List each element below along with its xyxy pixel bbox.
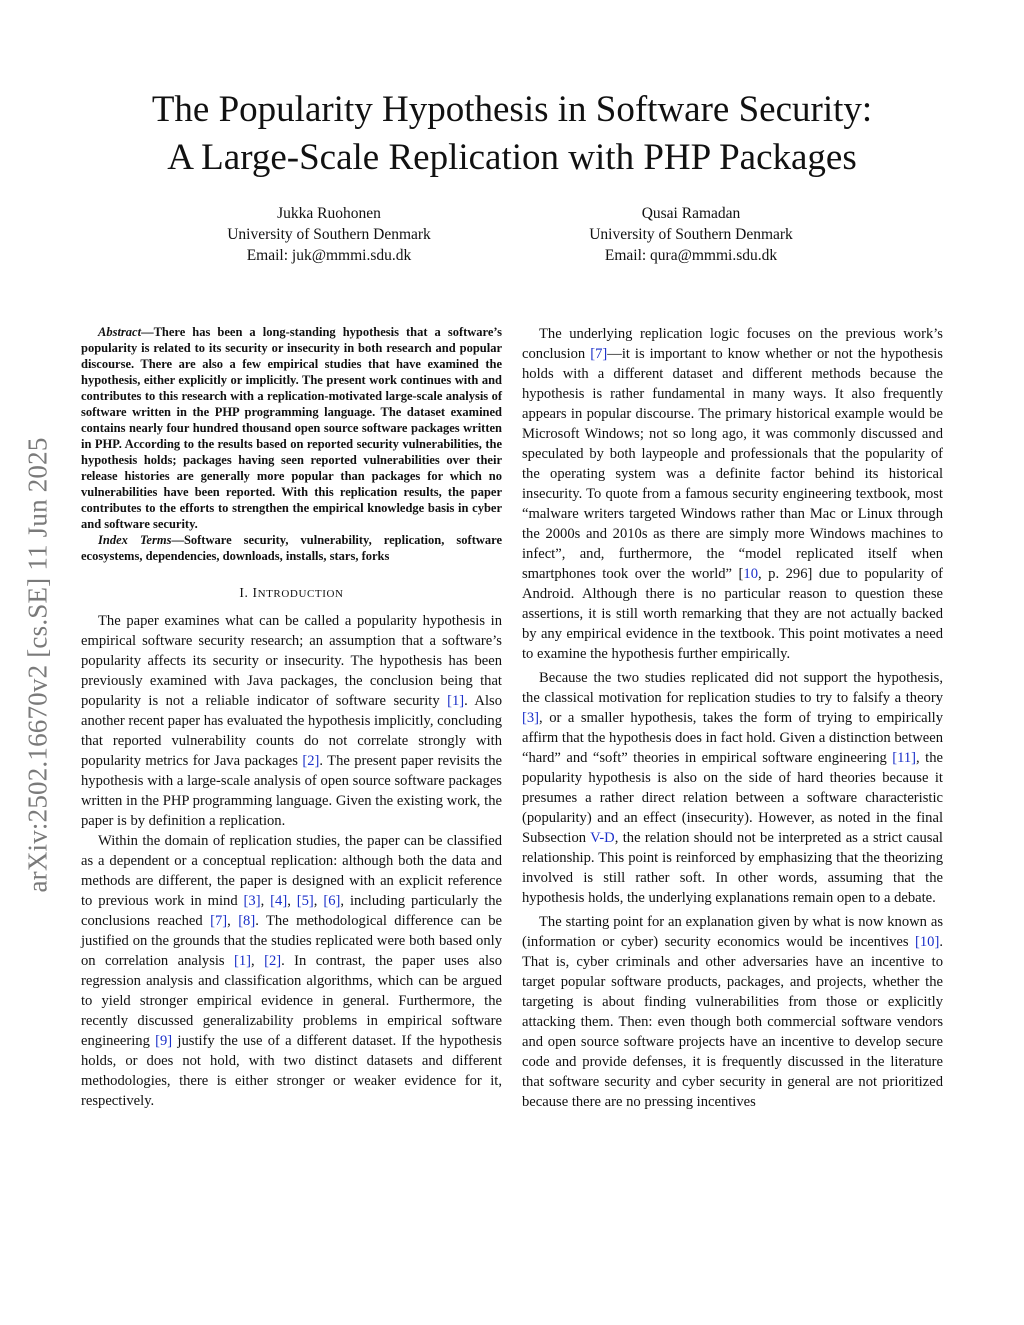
abstract-text: —There has been a long-standing hypothesis that a software’s popularity is related to its security or insecurity in both research and popular discourse. There are also a few empirical studies that have examined the hypothesis, either explicitly or implicitly. The present work continues with and contributes to this research with a replication-motivated large-scale analysis of software written in the PHP programming language. The dataset examined contains nearly four hundred thousand open source software packages written in PHP. According to the results based on reported security vulnerabilities, the hypothesis holds; packages having seen reported vulnerabilities over their release histories are generally more popular than packages for which no vulnerabilities have been reported. With this replication results, the paper contributes to the efforts to strengthen the empirical knowledge basis in cyber and software security. [81,325,502,531]
citation-link[interactable]: [7] [590,346,608,362]
intro-paragraph-4: Because the two studies replicated did not support the hypothesis, the classical motivation for replication studies to try to falsify a theory [3], or a smaller hypothesis, takes the form of trying to empirically affirm that the hypothesis does in fact hold. Given a distinction between “hard” and “soft” theories in empirical software engineering [11], the popularity hypothesis is also on the side of hard theories because it presumes a rather direct relation between a software characteristic (popularity) and an effect (insecurity). However, as noted in the final Subsection V-D, the relation should not be interpreted as a strict causal relationship. This point is reinforced by emphasizing that the theorizing involved is still rather soft. In other words, assuming that the hypothesis holds, the underlying explanations remain open to a debate. [522,670,943,906]
citation-link[interactable]: [2] [302,753,320,769]
citation-link[interactable]: [1] [447,693,465,709]
index-terms-label: Index Terms [98,533,172,547]
abstract [81,324,502,532]
author-email: Email: juk@mmmi.sdu.dk [246,247,412,264]
abstract-label: Abstract [98,325,142,339]
section-number: I. [239,585,249,600]
arxiv-identifier: arXiv:2502.16670v2 [cs.SE] 11 Jun 2025 [22,437,53,893]
citation-link[interactable]: [1] [234,953,252,969]
author-name: Qusai Ramadan [641,205,741,222]
left-column [81,324,502,1111]
citation-link[interactable]: 10 [743,566,759,582]
author-affiliation: University of Southern Denmark [589,226,793,243]
citation-link[interactable]: [8] [238,913,256,929]
arxiv-sidebar-stamp [8,380,68,950]
citation-link[interactable]: [5] [296,893,314,909]
section-heading-introduction [81,584,502,603]
citation-link[interactable]: [11] [892,750,917,766]
citation-link[interactable]: [10] [915,934,940,950]
subsection-link[interactable]: V-D [590,830,615,846]
section-title: INTRODUCTION [252,585,344,600]
citation-link[interactable]: [3] [522,710,540,726]
author-name: Jukka Ruohonen [277,205,381,222]
intro-paragraph-2: Within the domain of replication studies, the paper can be classified as a dependent or a conceptual replication: although both the data and methods are different, the paper is designed with an explicit reference to previous work in mind [3], [4], [5], [6], including particularly the conclusions reached [7], [8]. The methodological difference can be justified on the grounds that the studies replicated were both based only on correlation analysis [1], [2]. In contrast, the paper uses also regression analysis and classification algorithms, which can be argued to yield stronger empirical evidence in general. Furthermore, the recently discussed generalizability problems in empirical software engineering [9] justify the use of a different dataset. If the hypothesis holds, or does not hold, with two distinct datasets and different methodologies, there is either stronger or weaker evidence for it, respectively. [81,833,503,1109]
paper-title [80,86,944,182]
intro-paragraph-1: The paper examines what can be called a popularity hypothesis in empirical software security research; an assumption that a software’s popularity affects its security or insecurity. The hypothesis has been previously examined with Java packages, the conclusion being that popularity is not a reliable indicator of software security [1]. Also another recent paper has evaluated the hypothesis implicitly, concluding that reported vulnerability counts do not correlate strongly with popularity metrics for Java packages [2]. The present paper revisits the hypothesis with a large-scale analysis of open source software packages written in the PHP programming language. Given the existing work, the paper is by definition a replication. [81,613,503,829]
citation-link[interactable]: [6] [323,893,341,909]
citation-link[interactable]: [2] [264,953,282,969]
index-terms [81,532,502,564]
intro-paragraph-5: The starting point for an explanation given by what is now known as (information or cyber) security economics would be incentives [10]. That is, cyber criminals and other adversaries have an incentive to target popular software products, packages, and projects, whether the targeting is about finding vulnerabilities from those or explicitly attacking them. Then: even though both commercial software vendors and open source software projects have an incentive to develop secure code and provide defenses, it is frequently discussed in the literature that software security and cyber security in general are not prioritized because there are no pressing incentives [522,914,943,1110]
citation-link[interactable]: [7] [210,913,228,929]
paper-title-line-2: A Large-Scale Replication with PHP Packages [167,137,857,178]
citation-link[interactable]: [9] [155,1033,173,1049]
index-terms-text: —Software security, vulnerability, replication, software ecosystems, dependencies, downloads, installs, stars, forks [81,533,503,563]
author-affiliation: University of Southern Denmark [227,226,431,243]
author-block-2 [541,203,841,266]
paper-title-line-1: The Popularity Hypothesis in Software Security: [151,89,873,130]
author-email: Email: qura@mmmi.sdu.dk [604,247,778,264]
citation-link[interactable]: [3] [243,893,261,909]
citation-link[interactable]: [4] [270,893,288,909]
author-block-1 [179,203,479,266]
right-column [522,324,943,1112]
intro-paragraph-3: The underlying replication logic focuses on the previous work’s conclusion [7]—it is important to know whether or not the hypothesis holds with a different dataset and different methods because the hypothesis is rather fundamental in many ways. It also frequently appears in popular discourse. The primary historical example would be Microsoft Windows; not so long ago, it was commonly discussed and speculated by both laypeople and professionals that the popularity of the operating system was a definite factor behind its historical insecurity. To quote from a famous security engineering textbook, most “malware writers targeted Windows rather than Mac or Linux through the 2000s and 2010s as there are simply more Windows machines to infect”, and, furthermore, the “model replicated itself when smartphones took over the world” [10, p. 296] due to popularity of Android. Although there is no particular reason to question these assertions, it is still worth remarking that they are not actually backed by any empirical evidence in the textbook. This point motivates a need to examine the hypothesis further empirically. [522,326,943,662]
